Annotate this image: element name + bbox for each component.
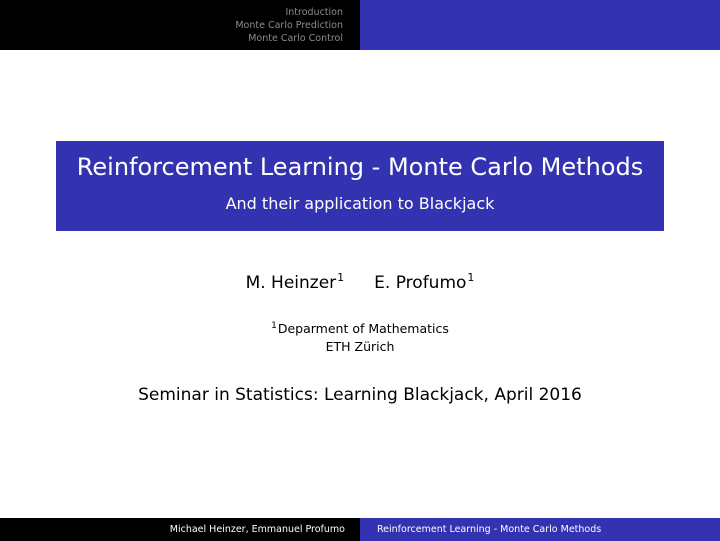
institute-line-department — [0, 317, 720, 338]
footer-short-title: Reinforcement Learning - Monte Carlo Methods — [360, 518, 720, 541]
nav-section-monte-carlo-control[interactable]: Monte Carlo Control — [248, 32, 343, 44]
seminar-date: Seminar in Statistics: Learning Blackjack, April 2016 — [138, 385, 582, 405]
nav-section-introduction[interactable]: Introduction — [285, 6, 343, 18]
institute-line-university: ETH Zürich — [325, 339, 395, 354]
institute-mark: 1 — [271, 321, 277, 331]
author-profumo — [374, 271, 474, 293]
affiliation-mark: 1 — [337, 271, 345, 284]
institute — [0, 317, 720, 356]
navigation-bar-right — [360, 0, 720, 50]
footer-authors: Michael Heinzer, Emmanuel Profumo — [0, 518, 360, 541]
top-navigation-bar — [0, 0, 720, 50]
department-name: Deparment of Mathematics — [277, 321, 449, 336]
author-heinzer — [246, 271, 345, 293]
footer-bar — [0, 518, 720, 541]
author-name: E. Profumo — [374, 273, 467, 293]
affiliation-mark: 1 — [467, 271, 475, 284]
presentation-subtitle: And their application to Blackjack — [225, 194, 495, 213]
title-block — [56, 141, 664, 231]
section-navigation — [0, 0, 360, 50]
author-name: M. Heinzer — [245, 273, 337, 293]
presentation-title: Reinforcement Learning - Monte Carlo Methods — [76, 153, 644, 181]
nav-section-monte-carlo-prediction[interactable]: Monte Carlo Prediction — [235, 19, 343, 31]
author-list — [0, 271, 720, 293]
